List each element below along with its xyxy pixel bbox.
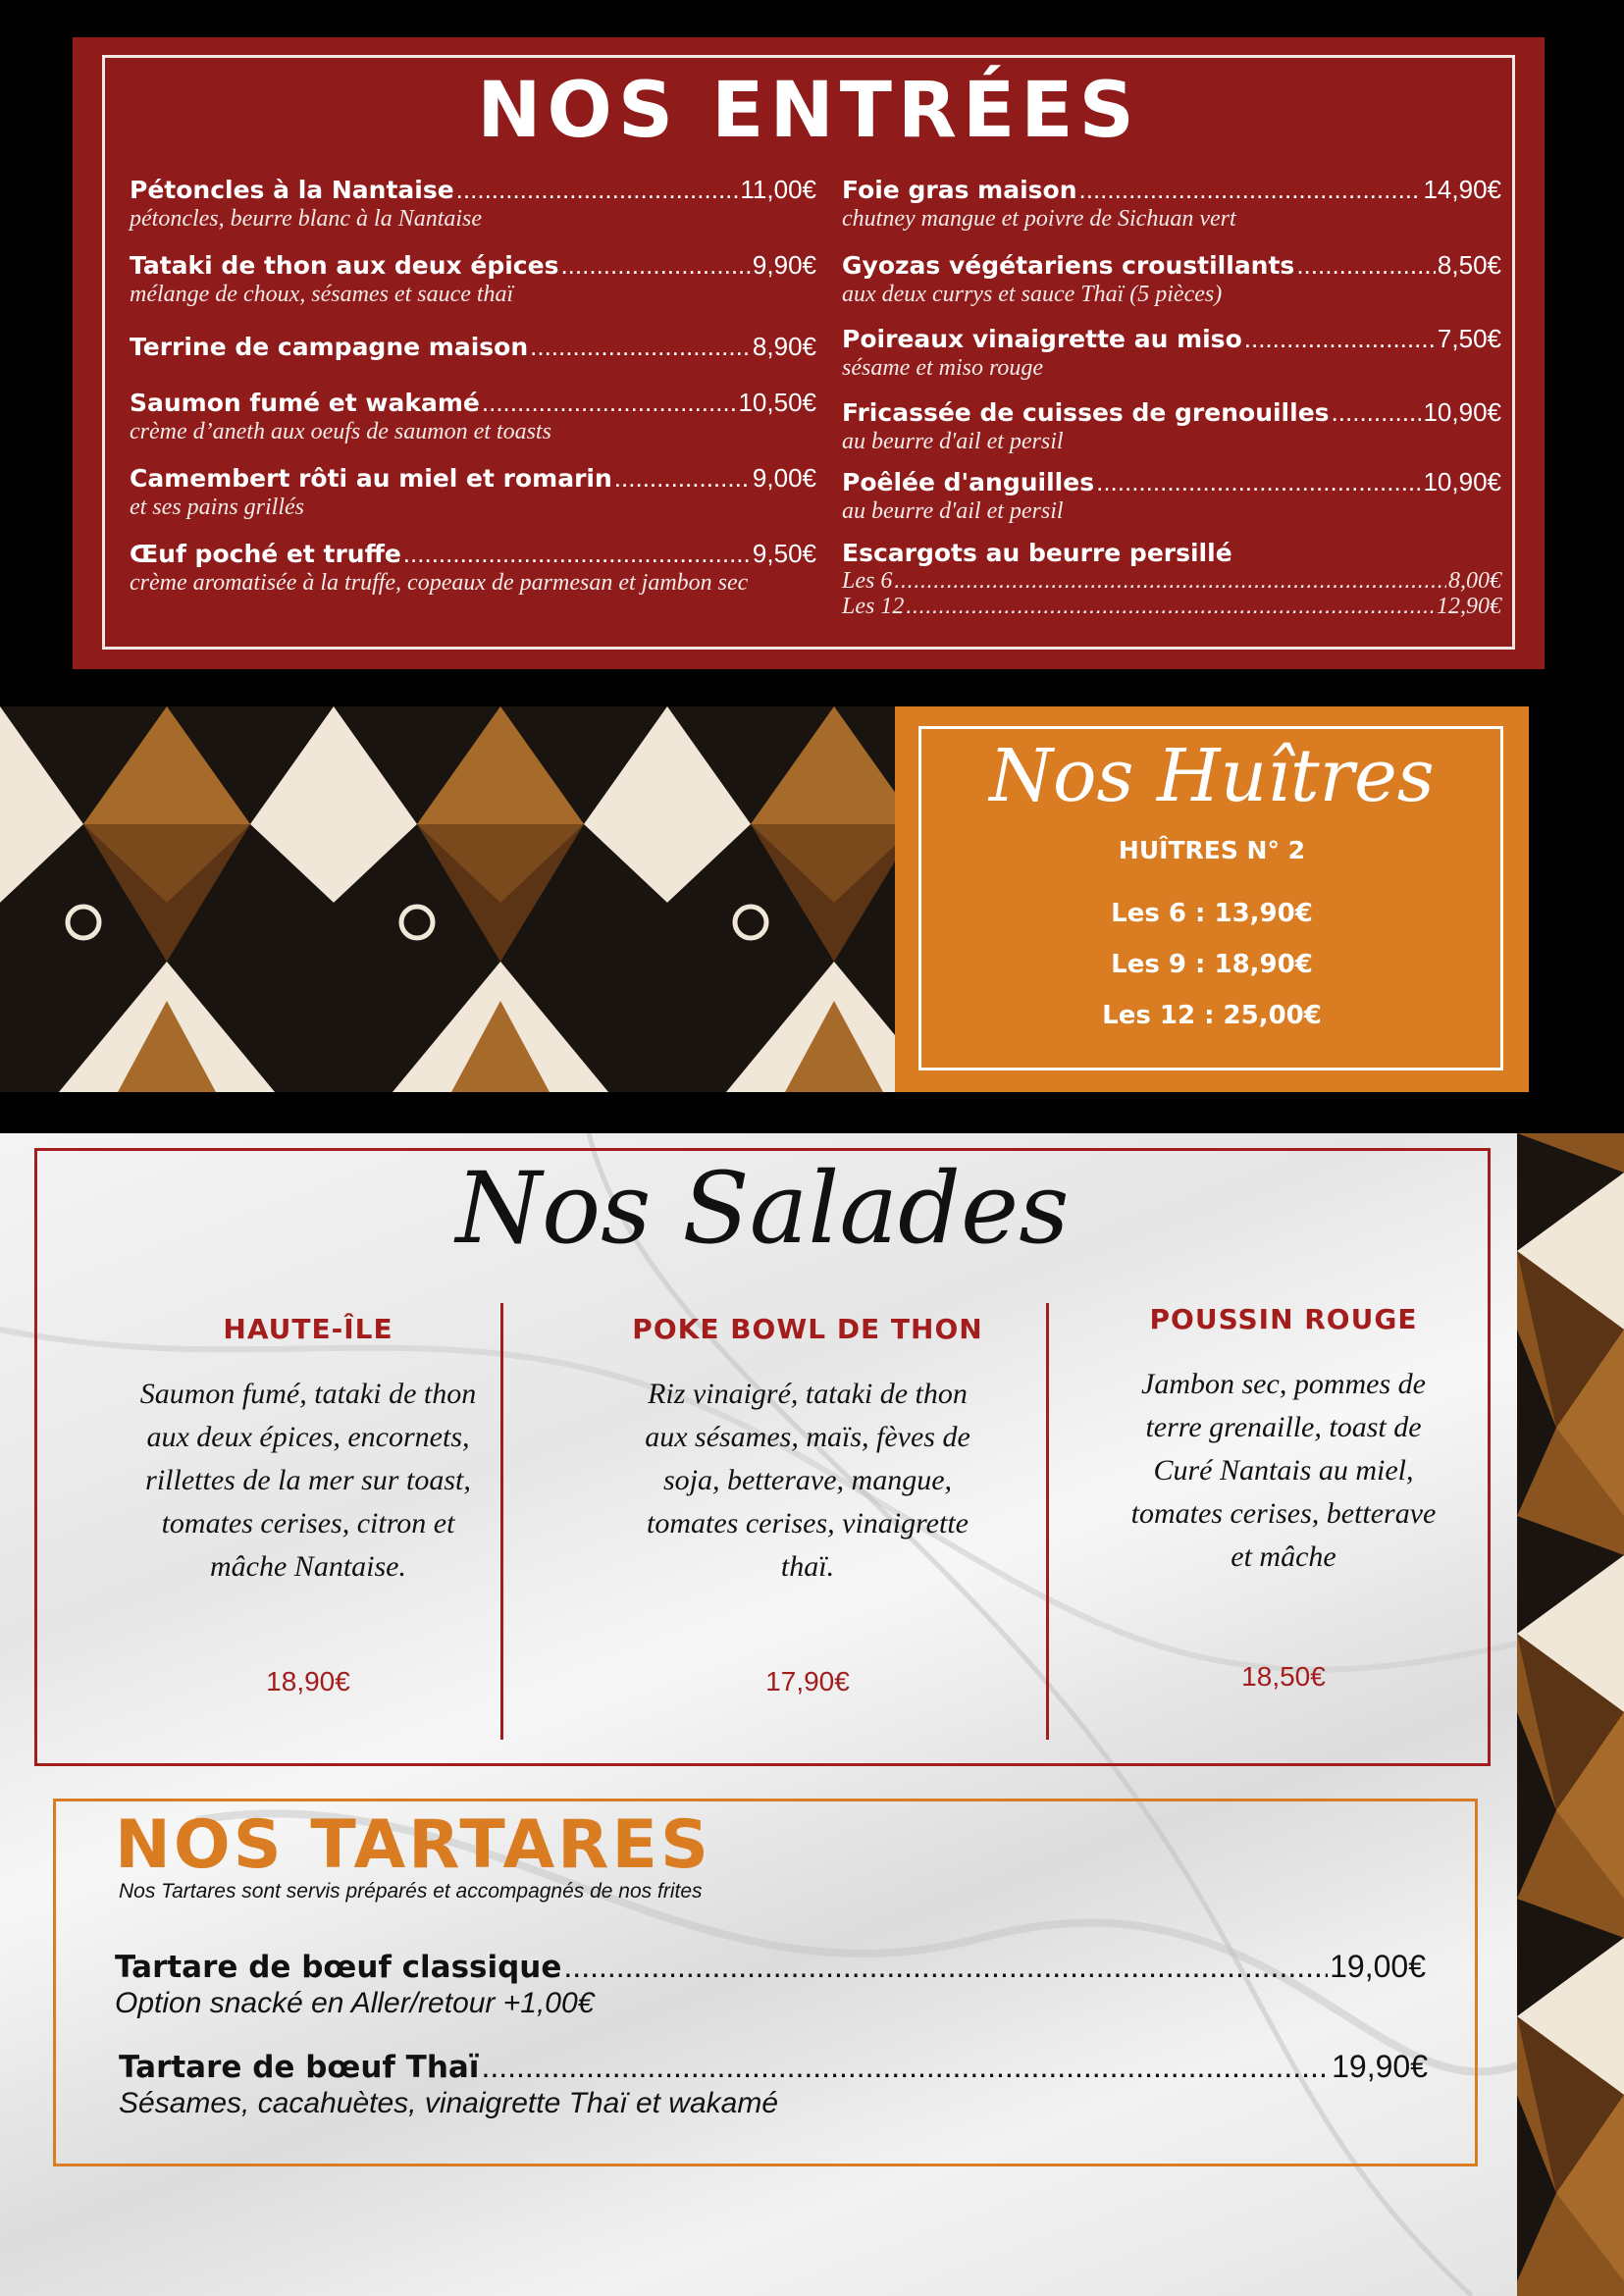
item-description: chutney mangue et poivre de Sichuan vert	[842, 206, 1236, 232]
menu-item	[115, 1949, 1426, 2022]
item-price: 11,00€	[740, 175, 816, 204]
item-name: Saumon fumé et wakamé	[130, 389, 480, 417]
item-price: 8,90€	[752, 332, 816, 361]
item-description: crème aromatisée à la truffe, copeaux de parmesan et jambon sec	[130, 570, 749, 596]
huitres-subtitle: HUÎTRES N° 2	[1118, 836, 1306, 864]
column-divider	[1046, 1303, 1049, 1740]
item-price: 9,90€	[752, 250, 816, 280]
item-description: et ses pains grillés	[130, 495, 304, 520]
menu-item	[842, 324, 1501, 382]
option-price: 12,90€	[1437, 594, 1501, 619]
item-name: Tartare de bœuf Thaï	[119, 2050, 480, 2085]
tartares-title: NOS TARTARES	[115, 1806, 711, 1884]
option-price: 8,00€	[1448, 568, 1501, 594]
huitres-price-6: Les 6 : 13,90€	[1111, 899, 1313, 928]
salade-name: HAUTE-ÎLE	[223, 1313, 393, 1345]
item-description: crème d’aneth aux oeufs de saumon et toasts	[130, 419, 551, 444]
item-price: 10,90€	[1423, 467, 1501, 496]
item-name: Gyozas végétariens croustillants	[842, 251, 1295, 280]
entrees-left-column	[130, 175, 816, 597]
tartares-note: Nos Tartares sont servis préparés et accompagnés de nos frites	[119, 1880, 703, 1903]
item-description: pétoncles, beurre blanc à la Nantaise	[130, 206, 483, 232]
decorative-pattern-image	[0, 706, 895, 1092]
menu-item	[130, 388, 816, 445]
salades-section	[34, 1148, 1491, 1766]
item-price: 9,50€	[752, 539, 816, 568]
menu-item	[130, 539, 816, 597]
menu-item	[130, 175, 816, 233]
item-price: 9,00€	[752, 463, 816, 493]
item-price: 10,90€	[1423, 397, 1501, 427]
salade-card	[587, 1313, 1028, 1696]
item-name: Camembert rôti au miel et romarin	[130, 464, 612, 493]
salade-price: 17,90€	[765, 1666, 850, 1696]
item-name: Fricassée de cuisses de grenouilles	[842, 398, 1330, 427]
item-description: mélange de choux, sésames et sauce thaï	[130, 282, 514, 307]
salade-card	[1077, 1303, 1490, 1692]
item-price: 19,00€	[1330, 1949, 1426, 1984]
salade-price: 18,90€	[266, 1666, 350, 1696]
menu-item	[130, 332, 816, 362]
item-price: 19,90€	[1332, 2049, 1428, 2084]
item-name: Foie gras maison	[842, 176, 1077, 204]
salade-name: POUSSIN ROUGE	[1149, 1303, 1418, 1335]
menu-item	[842, 175, 1501, 233]
menu-item	[842, 397, 1501, 455]
salades-title: Nos Salades	[455, 1151, 1070, 1266]
item-name: Tartare de bœuf classique	[115, 1950, 562, 1985]
huitres-title: Nos Huîtres	[989, 734, 1435, 818]
menu-item	[842, 467, 1501, 525]
item-name: Escargots au beurre persillé	[842, 539, 1232, 567]
item-name: Œuf poché et truffe	[130, 540, 401, 568]
salade-description: Saumon fumé, tataki de thon aux deux épices, encornets, rillettes de la mer sur toast, tomates cerises, citron et mâche Nantaise.	[139, 1378, 477, 1583]
item-name: Pétoncles à la Nantaise	[130, 176, 454, 204]
item-description: Sésames, cacahuètes, vinaigrette Thaï et wakamé	[119, 2087, 779, 2119]
item-price: 7,50€	[1437, 324, 1501, 353]
huitres-section	[895, 706, 1529, 1092]
item-price: 14,90€	[1423, 175, 1501, 204]
option-label: Les 12	[842, 594, 905, 619]
entrees-section	[73, 37, 1545, 669]
salade-card	[96, 1313, 520, 1696]
option-label: Les 6	[842, 568, 893, 594]
menu-item	[119, 2049, 1428, 2122]
salade-name: POKE BOWL DE THON	[632, 1313, 983, 1345]
item-description: au beurre d'ail et persil	[842, 429, 1064, 454]
salade-description: Riz vinaigré, tataki de thon aux sésames, maïs, fèves de soja, betterave, mangue, tomates cerises, vinaigrette thaï.	[645, 1378, 970, 1583]
item-price: 10,50€	[738, 388, 816, 417]
tartares-section	[53, 1799, 1478, 2166]
entrees-title: NOS ENTRÉES	[477, 67, 1140, 155]
menu-item	[842, 250, 1501, 308]
salade-description: Jambon sec, pommes de terre grenaille, toast de Curé Nantais au miel, tomates cerises, betterave et mâche	[1130, 1368, 1437, 1573]
item-name: Terrine de campagne maison	[130, 333, 529, 361]
huitres-price-9: Les 9 : 18,90€	[1111, 950, 1313, 979]
menu-item	[130, 463, 816, 521]
item-description: sésame et miso rouge	[842, 355, 1044, 381]
salade-price: 18,50€	[1241, 1661, 1326, 1692]
menu-item	[130, 250, 816, 308]
entrees-right-column	[842, 175, 1501, 619]
item-description: au beurre d'ail et persil	[842, 498, 1064, 524]
item-price: 8,50€	[1437, 250, 1501, 280]
item-name: Poêlée d'anguilles	[842, 468, 1095, 496]
decorative-pattern-image	[1517, 1133, 1624, 2296]
item-name: Poireaux vinaigrette au miso	[842, 325, 1242, 353]
menu-item-escargots	[842, 539, 1501, 619]
item-description: aux deux currys et sauce Thaï (5 pièces)	[842, 282, 1223, 307]
item-name: Tataki de thon aux deux épices	[130, 251, 559, 280]
huitres-price-12: Les 12 : 25,00€	[1102, 1001, 1322, 1030]
item-description: Option snacké en Aller/retour +1,00€	[115, 1987, 595, 2019]
